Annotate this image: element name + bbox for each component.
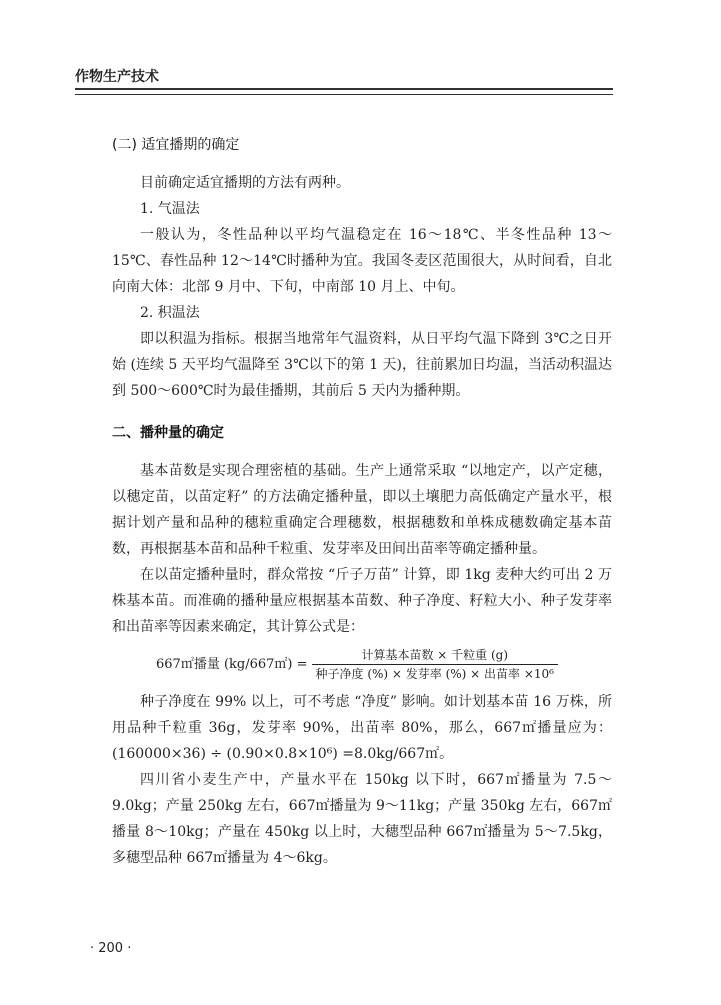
paragraph-intro: 目前确定适宜播期的方法有两种。 <box>140 175 350 191</box>
formula-fraction <box>312 646 558 683</box>
paragraph-sichuan: 四川省小麦生产中，产量水平在 150kg 以下时，667㎡播量为 7.5～9.0kg；产量 250kg 左右，667㎡播量为 9～11kg；产量 350kg 左右，667㎡播量 8～10kg；产量在 450kg 以上时，大穗型品种 667㎡播量为 5～7.5kg，多穗型品种 667㎡播量为 4～6kg。 <box>112 772 612 866</box>
page-number: · 200 · <box>90 941 132 956</box>
method-2-title: 2. 积温法 <box>140 305 200 321</box>
page-body <box>112 132 612 871</box>
method-2-text: 即以积温为指标。根据当地常年气温资料，从日平均气温下降到 3℃之日开始 (连续 5 天平均气温降至 3℃以下的第 1 天)，往前累加日均温，当活动积温达到 500～600℃时为最佳播期，其前后 5 天内为播种期。 <box>112 331 613 399</box>
formula-lhs: 667㎡播量 (kg/667㎡) = <box>156 656 308 672</box>
paragraph-basic-seedlings: 基本苗数是实现合理密植的基础。生产上通常采取 “以地定产，以产定穗，以穗定苗，以苗定籽” 的方法确定播种量，即以土壤肥力高低确定产量水平，根据计划产量和品种的穗粒重确定合理穗数，根据穗数和单株成穗数确定基本苗数，再根据基本苗和品种千粒重、发芽率及田间出苗率等确定播种量。 <box>112 463 612 557</box>
section-heading-seeding-rate: 二、播种量的确定 <box>112 425 224 441</box>
paragraph-rule-of-thumb: 在以苗定播种量时，群众常按 “斤子万苗” 计算，即 1kg 麦种大约可出 2 万株基本苗。而准确的播种量应根据基本苗数、种子净度、籽粒大小、种子发芽率和出苗率等因素来确定，其计算公式是： <box>112 567 612 635</box>
running-head-title: 作物生产技术 <box>75 69 159 85</box>
formula-numerator: 计算基本苗数 × 千粒重 (g) <box>361 648 509 662</box>
section-heading-sowing-date: (二) 适宜播期的确定 <box>112 137 240 153</box>
method-1-text: 一般认为，冬性品种以平均气温稳定在 16～18℃、半冬性品种 13～15℃、春性品种 12～14℃时播种为宜。我国冬麦区范围很大，从时间看，自北向南大体：北部 9 月中、下旬，中南部 10 月上、中旬。 <box>112 227 612 295</box>
header-rule-thin <box>75 94 613 95</box>
method-1-title: 1. 气温法 <box>140 201 200 217</box>
formula-denominator: 种子净度 (%) × 发芽率 (%) × 出苗率 ×10⁶ <box>312 664 558 683</box>
seeding-rate-formula <box>156 646 612 683</box>
header-rule-thick <box>75 88 613 90</box>
paragraph-example: 种子净度在 99% 以上，可不考虑 “净度” 影响。如计划基本苗 16 万株，所用品种千粒重 36g，发芽率 90%，出苗率 80%，那么，667㎡播量应为：(160000×36) ÷ (0.90×0.8×10⁶) =8.0kg/667㎡。 <box>112 694 612 762</box>
